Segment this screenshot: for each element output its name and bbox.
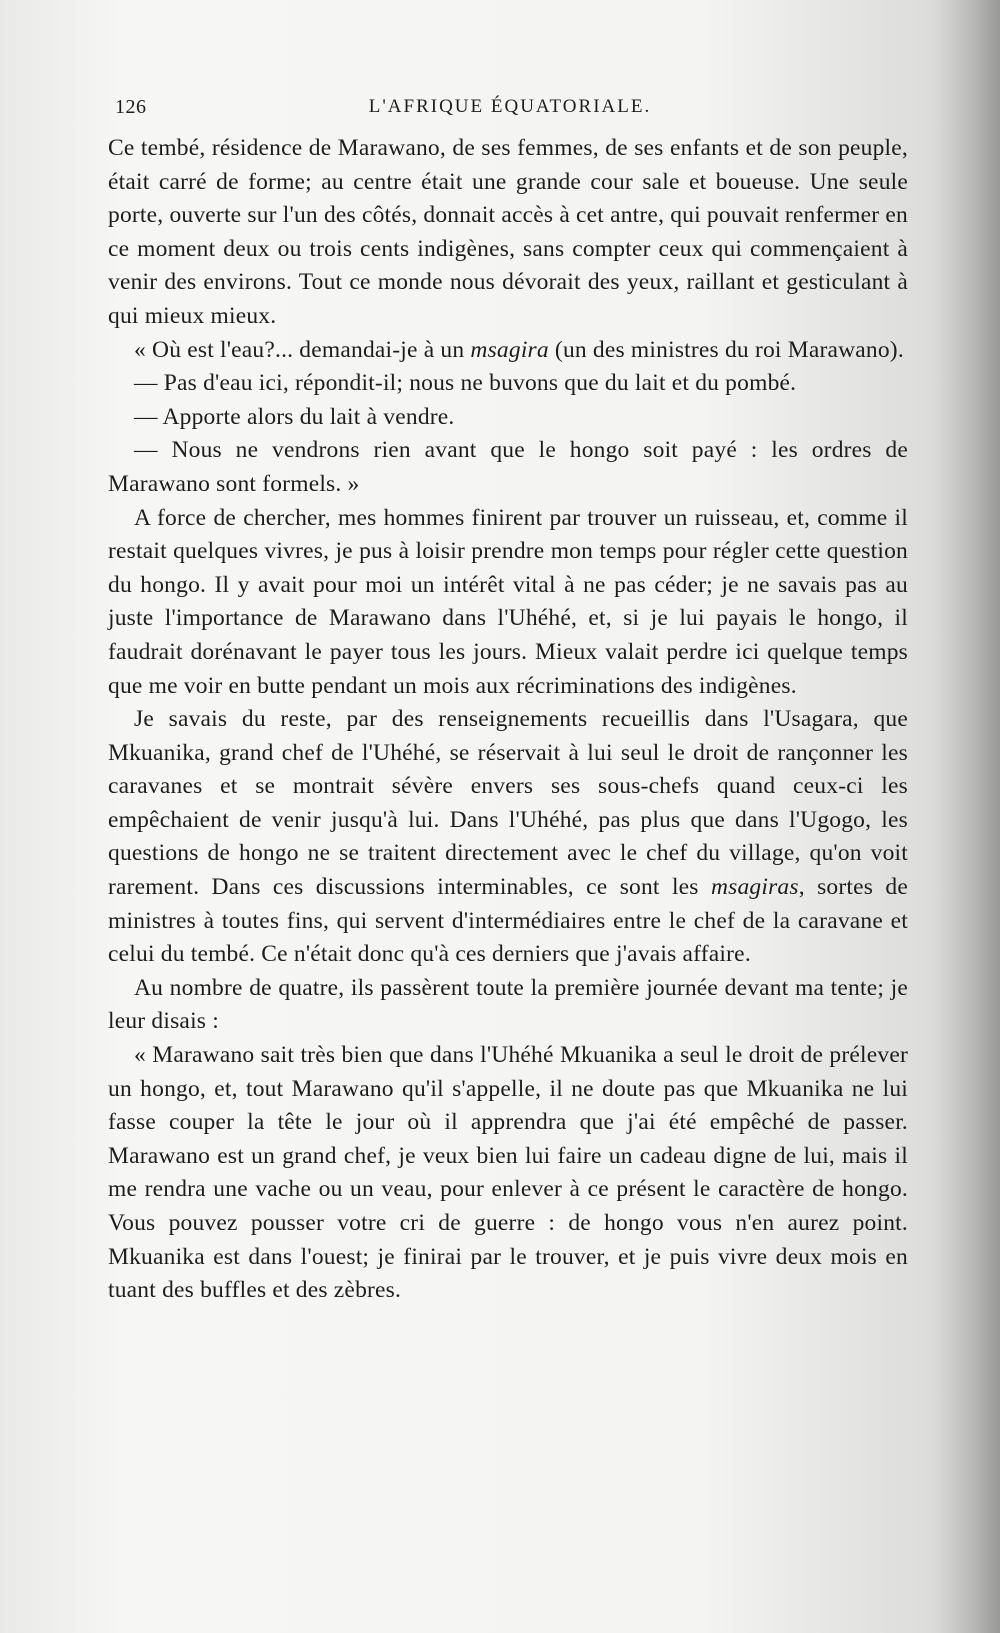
text-run: — Pas d'eau ici, répondit-il; nous ne buvons que du lait et du pombé. (134, 370, 797, 397)
paragraph (108, 434, 908, 501)
text-run: — Nous ne vendrons rien avant que le hongo soit payé : les ordres de Marawano sont formels. » (108, 437, 908, 497)
text-run: , sortes de ministres à toutes fins, qui servent d'intermédiaires entre le chef de la caravane et celui du tembé. Ce n'était donc qu'à ces derniers que j'avais affaire. (108, 874, 908, 968)
paragraph (108, 367, 908, 401)
paragraph (108, 502, 908, 704)
running-head (115, 96, 905, 122)
page-edge-shadow (940, 0, 1000, 1633)
text-run: Je savais du reste, par des renseignements recueillis dans l'Usagara, que Mkuanika, grand chef de l'Uhéhé, se réservait à lui seul le droit de rançonner les caravanes et se montrait sévère envers ses sous-chefs quand ceux-ci les empêchaient de venir jusqu'à lui. Dans l'Uhéhé, pas plus que dans l'Ugogo, les questions de hongo ne se traitent directement avec le chef du village, qu'on voit rarement. Dans ces discussions interminables, ce sont les (108, 706, 908, 901)
text-run: A force de chercher, mes hommes finirent par trouver un ruisseau, et, comme il restait quelques vivres, je pus à loisir prendre mon temps pour régler cette question du hongo. Il y avait pour moi un intérêt vital à ne pas céder; je ne savais pas au juste l'importance de Marawano dans l'Uhéhé, et, si je lui payais le hongo, il faudrait dorénavant le payer tous les jours. Mieux valait perdre ici quelque temps que me voir en butte pendant un mois aux récriminations des indigènes. (108, 504, 908, 699)
italic-term: msagira (470, 336, 549, 363)
paragraph (108, 132, 908, 334)
text-run: Au nombre de quatre, ils passèrent toute la première journée devant ma tente; je leur disais : (108, 974, 908, 1035)
italic-term: msagiras (710, 874, 799, 901)
body-text (108, 132, 908, 1308)
text-run: (un des ministres du roi Marawano). (548, 336, 904, 363)
text-run: Ce tembé, résidence de Marawano, de ses femmes, de ses enfants et de son peuple, était carré de forme; au centre était une grande cour sale et boueuse. Une seule porte, ouverte sur l'un des côtés, donnait accès à cet antre, qui pouvait renfermer en ce moment deux ou trois cents indigènes, sans compter ceux qui commençaient à venir des environs. Tout ce monde nous dévorait des yeux, raillant et gesticulant à qui mieux mieux. (108, 135, 908, 329)
paragraph (108, 703, 908, 972)
paragraph (108, 334, 908, 368)
running-title: L'AFRIQUE ÉQUATORIALE. (368, 96, 652, 117)
text-run: « Où est l'eau?... demandai-je à un (134, 336, 471, 363)
paragraph (108, 972, 908, 1039)
text-run: — Apporte alors du lait à vendre. (134, 403, 455, 430)
page-number: 126 (115, 96, 147, 118)
text-run: « Marawano sait très bien que dans l'Uhéhé Mkuanika a seul le droit de prélever un hongo, et, tout Marawano qu'il s'appelle, il ne doute pas que Mkuanika ne lui fasse couper la tête le jour où il apprendra que j'ai été empêché de passer. Marawano est un grand chef, je veux bien lui faire un cadeau digne de lui, mais il me rendra une vache ou un veau, pour enlever à ce présent le caractère de hongo. Vous pouvez pousser votre cri de guerre : de hongo vous n'en aurez point. Mkuanika est dans l'ouest; je finirai par le trouver, et je puis vivre deux mois en tuant des buffles et des zèbres. (108, 1042, 908, 1304)
paragraph (108, 1039, 908, 1308)
paragraph (108, 401, 908, 435)
